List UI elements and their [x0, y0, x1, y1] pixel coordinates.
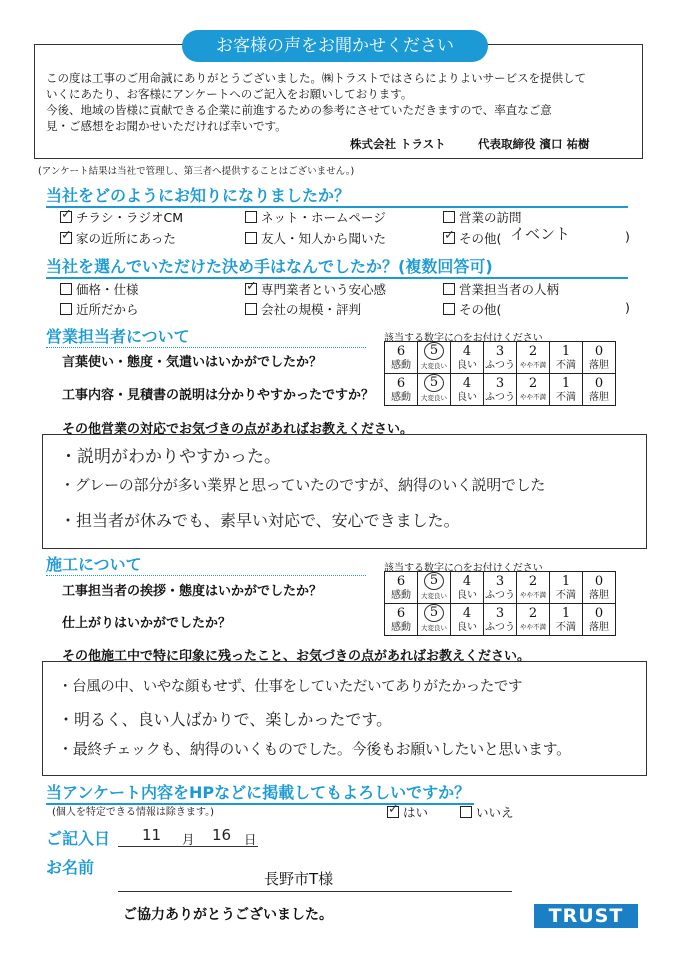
publish-question: 当アンケート内容をHPなどに掲載してもよろしいですか？: [46, 780, 474, 805]
construction-q2: 仕上がりはいかがでしたか？: [62, 616, 232, 631]
sales-comment-3: ・担当者が休みでも、素早い対応で、安心できました。: [60, 511, 460, 530]
checkbox[interactable]: [443, 283, 455, 295]
sales-q1: 言葉使い・態度・気遣いはいかがでしたか？: [62, 355, 323, 370]
rating-hint: 該当する数字に○をお付けください: [384, 563, 543, 574]
rating-cell[interactable]: 1 不満: [550, 342, 583, 374]
q2-option-other[interactable]: その他(: [443, 300, 501, 318]
entry-date-month-label: 月: [182, 832, 195, 847]
rating-cell[interactable]: 0 落胆: [583, 342, 616, 374]
intro-text: この度は工事のご用命誠にありがとうございました。㈱トラストではさらによりよいサービスを提供して いくにあたり、お客様にアンケートへのご記入をお願いしております。 今後、地域の皆様に貢献できる企業に前進するための参考にさせていただきますので、率直なご意 見・ご感想をお聞かせいただければ幸いです。: [46, 71, 587, 133]
privacy-note: (アンケート結果は当社で管理し、第三者へ提供することはございません。): [38, 166, 355, 177]
rating-cell[interactable]: 0 落胆: [583, 604, 616, 636]
q1-option-other[interactable]: ✓ その他(: [444, 228, 502, 246]
rating-cell[interactable]: 1 不満: [550, 572, 583, 604]
q1-option[interactable]: ✓ 家の近所にあった: [61, 228, 176, 246]
q1-option[interactable]: ネット・ホームページ: [245, 208, 386, 226]
entry-date-day-label: 日: [244, 832, 257, 847]
trust-logo: TRUST: [534, 904, 638, 928]
rating-cell[interactable]: 1 不満: [550, 604, 583, 636]
rating-cell[interactable]: 2 やや不満: [517, 604, 550, 636]
rating-cell-selected[interactable]: 5 大変良い: [418, 342, 451, 374]
checkbox[interactable]: [60, 283, 72, 295]
sales-comment-prompt: その他営業の対応でお気づきの点があればお教えください。: [62, 422, 414, 437]
rating-cell-selected[interactable]: 5 大変良い: [418, 374, 451, 406]
rating-cell[interactable]: 4 良い: [451, 604, 484, 636]
sales-q2: 工事内容・見積書の説明は分かりやすかったですか？: [62, 388, 375, 403]
checkbox[interactable]: ✓: [246, 279, 257, 294]
rating-cell[interactable]: 3 ふつう: [484, 604, 517, 636]
q2-other-close: ): [625, 300, 630, 315]
construction-rating-table: [384, 571, 616, 636]
rating-cell[interactable]: 2 やや不満: [517, 572, 550, 604]
rating-cell[interactable]: 2 やや不満: [517, 342, 550, 374]
checkbox[interactable]: [443, 211, 455, 223]
rating-cell[interactable]: 6 感動: [385, 604, 418, 636]
entry-date-label: ご記入日: [46, 829, 111, 848]
rating-row[interactable]: [385, 342, 616, 374]
checkbox[interactable]: ✓: [444, 228, 455, 243]
rating-cell[interactable]: 6 感動: [385, 572, 418, 604]
publish-yes[interactable]: ✓ はい: [388, 802, 429, 820]
name-label: お名前: [46, 858, 95, 877]
name-line: [118, 891, 512, 892]
thanks-text: ご協力ありがとうございました。: [123, 907, 333, 923]
rating-row[interactable]: [385, 374, 616, 406]
entry-date-month: 11: [142, 826, 162, 844]
rating-cell[interactable]: 0 落胆: [583, 374, 616, 406]
q1-title: 当社をどのようにお知りになりましたか？: [46, 183, 628, 208]
rating-cell[interactable]: 0 落胆: [583, 572, 616, 604]
rating-cell[interactable]: 3 ふつう: [484, 572, 517, 604]
construction-title: 施工について: [46, 552, 366, 576]
q1-option[interactable]: ✓ チラシ・ラジオCM: [61, 207, 184, 225]
rating-cell[interactable]: 4 良い: [451, 374, 484, 406]
sales-title: 営業担当者について: [46, 324, 366, 348]
construction-comment-prompt: その他施工中で特に印象に残ったこと、お気づきの点があればお教えください。: [62, 649, 531, 664]
construction-comment-1: ・台風の中、いやな顔もせず、仕事をしていただいてありがたかったです: [58, 679, 523, 695]
checkbox[interactable]: [245, 303, 257, 315]
sales-comment-1: ・説明がわかりやすかった。: [60, 447, 281, 467]
rating-cell-selected[interactable]: 5 大変良い: [418, 572, 451, 604]
q1-other-close: ): [625, 229, 630, 244]
rating-cell[interactable]: 4 良い: [451, 342, 484, 374]
q2-option[interactable]: 営業担当者の人柄: [443, 280, 559, 298]
rating-cell[interactable]: 4 良い: [451, 572, 484, 604]
q2-option[interactable]: 会社の規模・評判: [245, 300, 361, 318]
construction-comment-2: ・明るく、良い人ばかりで、楽しかったです。: [58, 710, 393, 729]
name-value: 長野市T様: [264, 870, 334, 888]
checkbox[interactable]: [245, 211, 257, 223]
checkbox[interactable]: ✓: [61, 207, 72, 222]
rating-cell[interactable]: 6 感動: [385, 374, 418, 406]
page-title: お客様の声をお聞かせください: [182, 30, 488, 62]
entry-date-day: 16: [212, 826, 232, 844]
construction-q1: 工事担当者の挨拶・態度はいかがでしたか？: [62, 584, 323, 599]
q2-option[interactable]: ✓ 専門業者という安心感: [246, 279, 387, 297]
rating-row[interactable]: [385, 572, 616, 604]
rating-row[interactable]: [385, 604, 616, 636]
rating-cell[interactable]: 6 感動: [385, 342, 418, 374]
rating-cell[interactable]: 1 不満: [550, 374, 583, 406]
publish-no[interactable]: いいえ: [460, 803, 514, 821]
rating-cell[interactable]: 3 ふつう: [484, 374, 517, 406]
checkbox[interactable]: [245, 232, 257, 244]
rating-cell-selected[interactable]: 5 大変良い: [418, 604, 451, 636]
sales-comment-2: ・グレーの部分が多い業界と思っていたのですが、納得のいく説明でした: [60, 476, 546, 494]
checkbox[interactable]: [60, 303, 72, 315]
checkbox[interactable]: [460, 806, 472, 818]
q1-option[interactable]: 営業の訪問: [443, 208, 522, 226]
rating-cell[interactable]: 3 ふつう: [484, 342, 517, 374]
checkbox[interactable]: [443, 303, 455, 315]
rating-hint: 該当する数字に○をお付けください: [384, 333, 543, 344]
company-name: 株式会社 トラスト: [350, 137, 446, 151]
q2-title: 当社を選んでいただけた決め手はなんでしたか？(複数回答可): [46, 254, 628, 279]
q2-option[interactable]: 価格・仕様: [60, 280, 139, 298]
publish-note: (個人を特定できる情報は除きます。): [52, 807, 215, 818]
q1-option[interactable]: 友人・知人から聞いた: [245, 229, 386, 247]
rating-cell[interactable]: 2 やや不満: [517, 374, 550, 406]
checkbox[interactable]: ✓: [61, 228, 72, 243]
construction-comment-3: ・最終チェックも、納得のいくものでした。今後もお願いしたいと思います。: [58, 740, 571, 758]
q2-option[interactable]: 近所だから: [60, 300, 139, 318]
ceo-name: 代表取締役 濱口 祐樹: [478, 137, 590, 151]
q1-other-text: イベント: [510, 225, 571, 243]
checkbox[interactable]: ✓: [388, 802, 399, 817]
sales-rating-table: [384, 341, 616, 406]
